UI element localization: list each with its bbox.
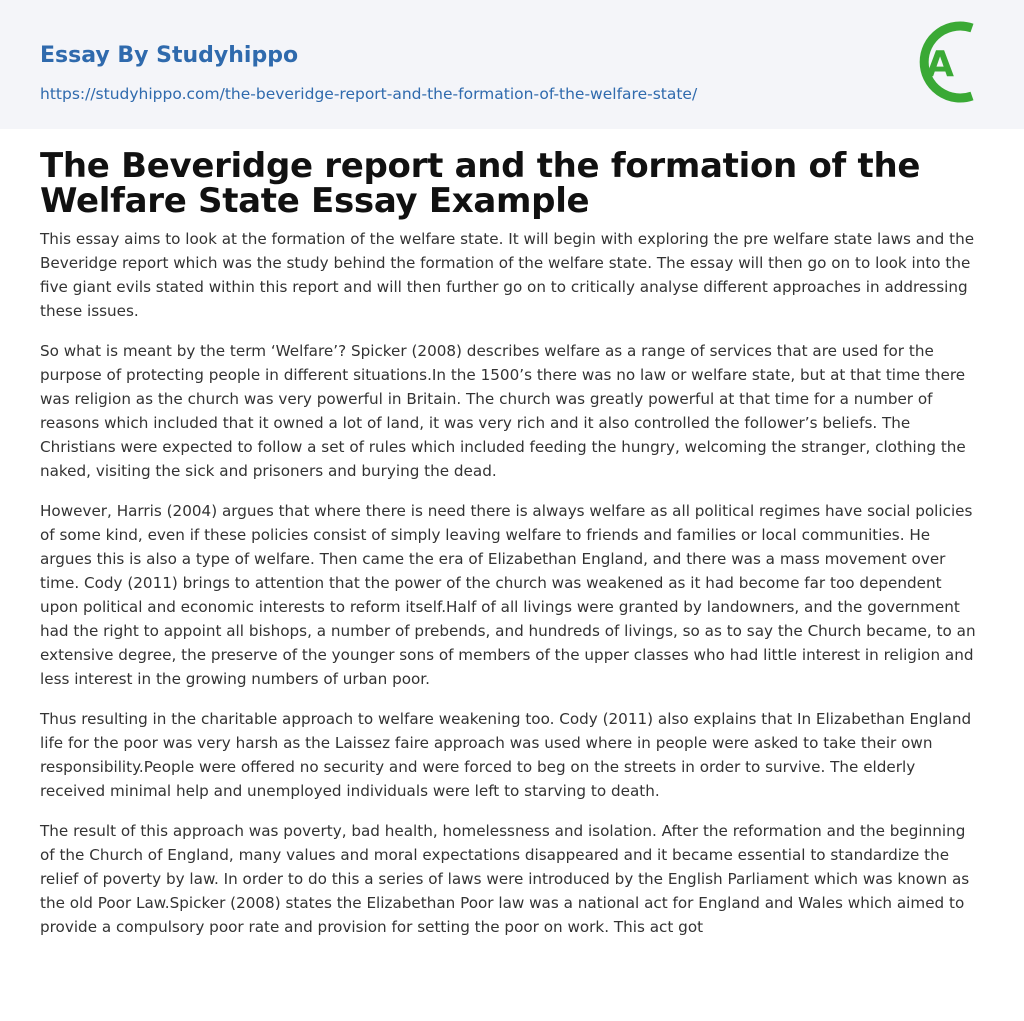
source-url-link[interactable]: https://studyhippo.com/the-beveridge-report-and-the-formation-of-the-welfare-state/ [40, 85, 698, 103]
article-paragraph: So what is meant by the term ‘Welfare’? Spicker (2008) describes welfare as a range of services that are used for the purpose of protecting people in different situations.In the 1500’s there was no law or welfare state, but at that time there was religion as the church was very powerful in Britain. The church was greatly powerful at that time for a number of reasons which included that it owned a lot of land, it was very rich and it also controlled the follower’s beliefs. The Christians were expected to follow a set of rules which included feeding the hungry, welcoming the stranger, clothing the naked, visiting the sick and prisoners and burying the dead. [40, 342, 966, 480]
site-header [0, 0, 1024, 129]
studyhippo-logo-icon[interactable] [910, 18, 988, 106]
article-body [0, 129, 1024, 939]
logo-letter: A [926, 44, 954, 85]
article-paragraph: The result of this approach was poverty, bad health, homelessness and isolation. After the reformation and the beginning of the Church of England, many values and moral expectations disappeared and it became essential to standardize the relief of poverty by law. In order to do this a series of laws were introduced by the English Parliament which was known as the old Poor Law.Spicker (2008) states the Elizabethan Poor law was a national act for England and Wales which aimed to provide a compulsory poor rate and provision for setting the poor on work. This act got [40, 822, 970, 936]
site-brand[interactable]: Essay By Studyhippo [40, 43, 299, 68]
article-paragraph: However, Harris (2004) argues that where there is need there is always welfare as all political regimes have social policies of some kind, even if these policies consist of simply leaving welfare to friends and families or local communities. He argues this is also a type of welfare. Then came the era of Elizabethan England, and there was a mass movement over time. Cody (2011) brings to attention that the power of the church was weakened as it had become far too dependent upon political and economic interests to reform itself.Half of all livings were granted by landowners, and the government had the right to appoint all bishops, a number of prebends, and hundreds of livings, so as to say the Church became, to an extensive degree, the preserve of the younger sons of members of the upper classes who had little interest in religion and less interest in the growing numbers of urban poor. [40, 502, 976, 688]
article-paragraph: This essay aims to look at the formation of the welfare state. It will begin with exploring the pre welfare state laws and the Beveridge report which was the study behind the formation of the welfare state. The essay will then go on to look into the five giant evils stated within this report and will then further go on to critically analyse different approaches in addressing these issues. [40, 230, 975, 320]
article-title: The Beveridge report and the formation of the Welfare State Essay Example [40, 146, 921, 221]
article-paragraph: Thus resulting in the charitable approach to welfare weakening too. Cody (2011) also explains that In Elizabethan England life for the poor was very harsh as the Laissez faire approach was used where in people were asked to take their own responsibility.People were offered no security and were forced to beg on the streets in order to survive. The elderly received minimal help and unemployed individuals were left to starving to death. [40, 710, 972, 800]
